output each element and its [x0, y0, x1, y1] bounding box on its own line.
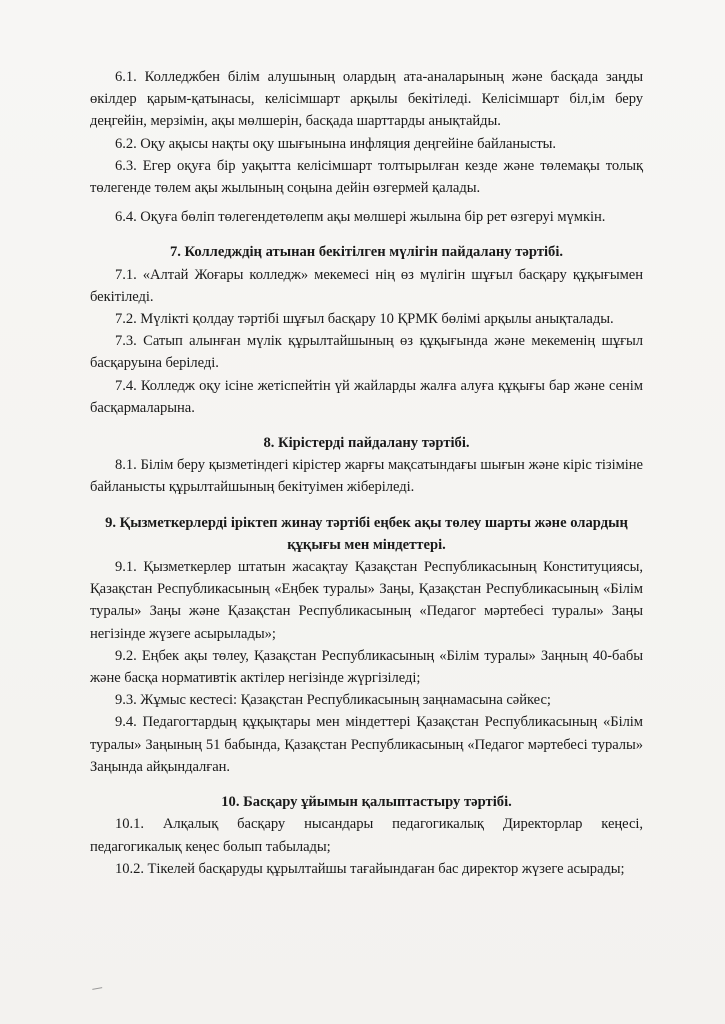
paragraph-6-1: 6.1. Колледжбен білім алушының олардың ата-аналарының және басқада заңды өкілдер қарым-қатынасы, келісімшарт арқылы бекітіледі. Келісімшарт біл,ім беру деңгейін, мерзімін, ақы мөлшерін, басқада шарттарды анықтайды. [90, 69, 643, 130]
document-body [90, 66, 643, 880]
section-7-heading: 7. Колледждің атынан бекітілген мүлігін пайдалану тәртібі. [169, 244, 564, 261]
section-8-heading: 8. Кірістерді пайдалану тәртібі. [263, 435, 470, 452]
paragraph-9-1: 9.1. Қызметкерлер штатын жасақтау Қазақстан Республикасының Конституциясы, Қазақстан Республикасының «Еңбек туралы» Заңы, Қазақстан Республикасының «Білім туралы» Заңы және Қазақстан Республикасының «Педагог мәртебесі туралы» Заңы негізінде жүзеге асырылады»; [90, 559, 643, 642]
paragraph-9-3: 9.3. Жұмыс кестесі: Қазақстан Республикасының заңнамасына сәйкес; [115, 692, 551, 709]
paragraph-7-4: 7.4. Колледж оқу ісіне жетіспейтін үй жайларды жалға алуға құқығы бар және сенім басқармаларына. [90, 377, 643, 416]
paragraph-6-2: 6.2. Оқу ақысы нақты оқу шығынына инфляция деңгейіне байланысты. [115, 135, 557, 152]
paragraph-10-1: 10.1. Алқалық басқару нысандары педагогикалық Директорлар кеңесі, педагогикалық кеңес болып табылады; [90, 816, 643, 855]
paragraph-6-3: 6.3. Егер оқуға бір уақытта келісімшарт толтырылған кезде және төлемақы толық төлегенде төлем ақы жылының соңына дейін өзгермей қалады. [90, 157, 643, 197]
section-9-heading: 9. Қызметкерлерді іріктеп жинау тәртібі еңбек ақы төлеу шарты және олардың құқығы мен міндеттері. [105, 514, 628, 553]
paragraph-7-1: 7.1. «Алтай Жоғары колледж» мекемесі нің өз мүлігін шұғыл басқару құқығымен бекітіледі. [90, 266, 643, 305]
scan-mark [92, 984, 103, 990]
paragraph-7-3: 7.3. Сатып алынған мүлік құрылтайшының өз құқығында және мекеменің шұғыл басқаруына беріледі. [90, 333, 643, 372]
paragraph-6-4: 6.4. Оқуға бөліп төлегендетөлепм ақы мөлшері жылына бір рет өзгеруі мүмкін. [115, 209, 606, 226]
paragraph-8-1: 8.1. Білім беру қызметіндегі кірістер жарғы мақсатындағы шығын және кіріс тізіміне байланысты құрылтайшының бекітуімен жіберіледі. [90, 457, 643, 496]
paragraph-10-2: 10.2. Тікелей басқаруды құрылтайшы тағайындаған бас директор жүзеге асырады; [115, 860, 625, 877]
paragraph-9-4: 9.4. Педагогтардың құқықтары мен міндеттері Қазақстан Республикасының «Білім туралы» Заңының 51 бабында, Қазақстан Республикасының «Педагог мәртебесі туралы» Заңында айқындалған. [90, 714, 643, 775]
section-10-heading: 10. Басқару ұйымын қалыптастыру тәртібі. [221, 794, 512, 811]
paragraph-7-2: 7.2. Мүлікті қолдау тәртібі шұғыл басқару 10 ҚРМК бөлімі арқылы анықталады. [115, 311, 614, 328]
paragraph-9-2: 9.2. Еңбек ақы төлеу, Қазақстан Республикасының «Білім туралы» Заңның 40-бабы және басқа нормативтік актілер негізінде жүргізіледі; [90, 647, 643, 687]
